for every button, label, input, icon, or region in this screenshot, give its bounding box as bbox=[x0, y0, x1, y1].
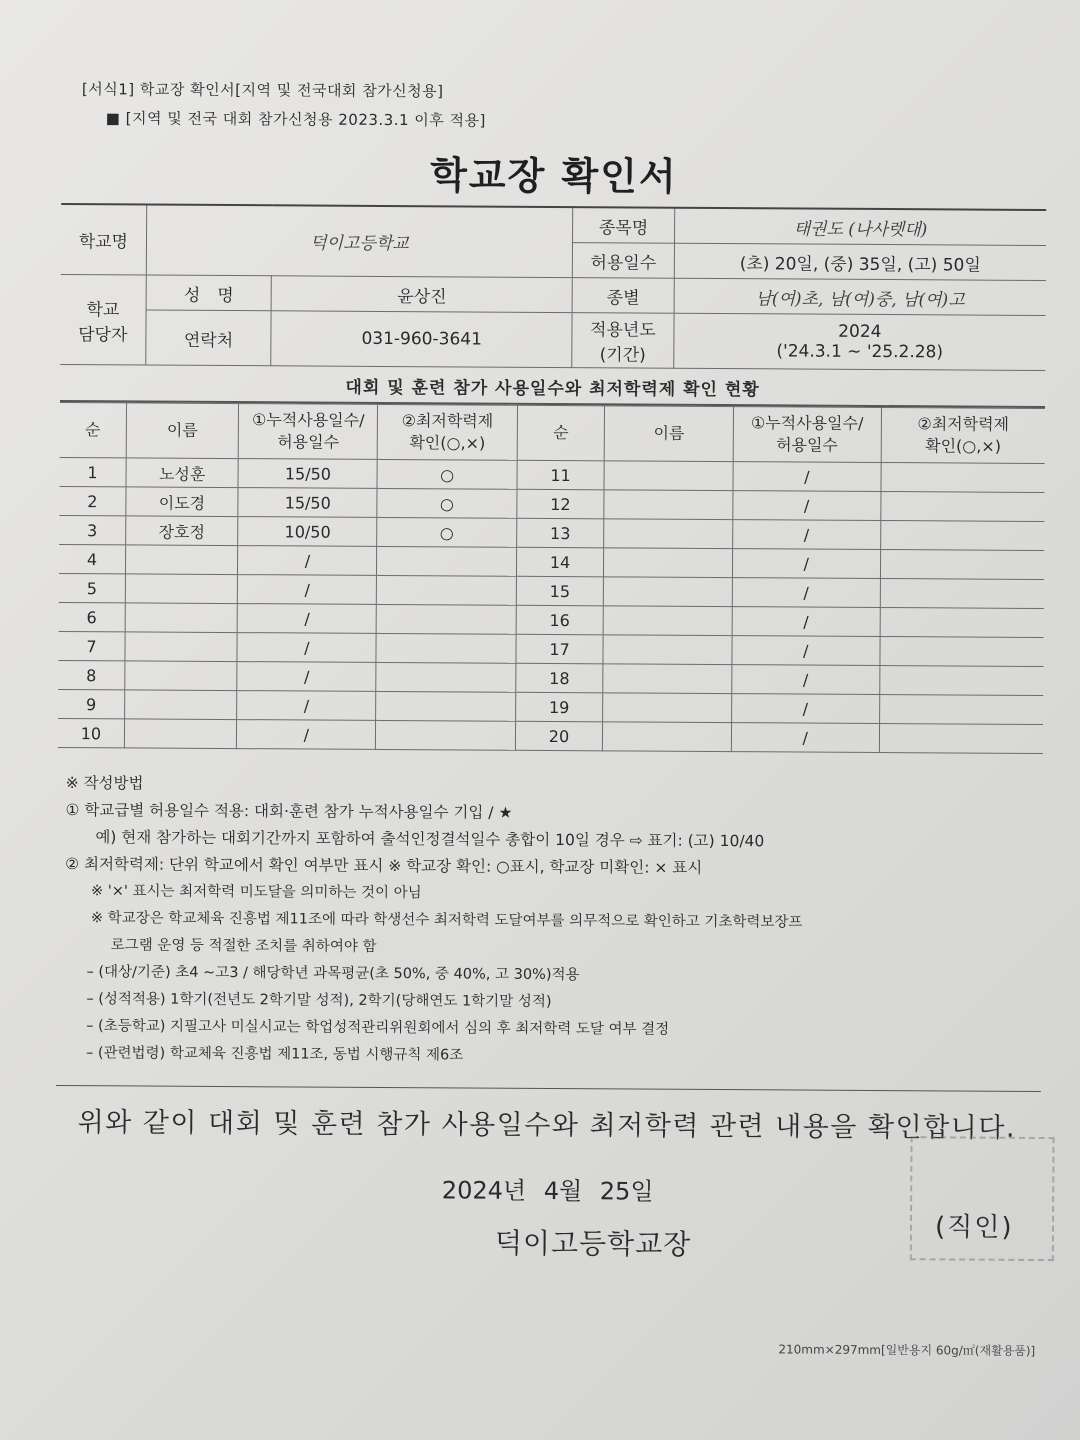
row-check-2 bbox=[879, 724, 1043, 754]
row-no: 4 bbox=[59, 544, 126, 573]
row-check: ○ bbox=[377, 488, 516, 518]
gender-label: 종별 bbox=[572, 278, 674, 314]
row-check bbox=[376, 720, 515, 750]
row-name-2 bbox=[604, 577, 733, 607]
note-2-b: ※ 학교장은 학교체육 진흥법 제11조에 따라 학생선수 최저학력 도달여부를 의무적으로 확인하고 기초학력보장프 bbox=[90, 910, 803, 931]
status-section-title: 대회 및 훈련 참가 사용일수와 최저학력제 확인 현황 bbox=[60, 365, 1045, 408]
row-days: / bbox=[238, 575, 377, 605]
row-no: 2 bbox=[59, 486, 126, 515]
row-check-2 bbox=[880, 521, 1044, 551]
row-no-2: 12 bbox=[516, 489, 604, 519]
row-check-2 bbox=[880, 492, 1044, 522]
row-no: 8 bbox=[58, 660, 125, 689]
row-check-2 bbox=[880, 608, 1044, 638]
row-check bbox=[377, 575, 516, 605]
row-no-2: 14 bbox=[516, 547, 604, 577]
info-table bbox=[60, 203, 1046, 371]
name-value: 윤상진 bbox=[272, 276, 573, 313]
row-days-2: / bbox=[732, 578, 880, 608]
col-days: ①누적사용일수/ 허용일수 bbox=[238, 404, 378, 460]
form-sub-line: ■ [지역 및 전국 대회 참가신청용 2023.3.1 이후 적용] bbox=[105, 109, 486, 130]
row-days-2: / bbox=[732, 549, 880, 579]
paper-spec: 210mm×297mm[일반용지 60g/㎡(재활용품)] bbox=[778, 1342, 1036, 1358]
form-code-line: [서식1] 학교장 확인서[지역 및 전국대회 참가신청용] bbox=[81, 80, 444, 101]
row-check: ○ bbox=[377, 517, 516, 547]
row-name-2 bbox=[603, 693, 732, 723]
row-name bbox=[124, 690, 237, 720]
row-days: 15/50 bbox=[238, 488, 377, 518]
row-name-2 bbox=[603, 635, 732, 665]
row-check bbox=[377, 604, 516, 634]
row-days: 10/50 bbox=[238, 517, 377, 547]
note-2-b-cont: 로그램 운영 등 적절한 조치를 취하여야 함 bbox=[110, 937, 377, 955]
row-no-2: 16 bbox=[516, 605, 604, 635]
row-name-2 bbox=[604, 490, 733, 520]
row-days-2: / bbox=[732, 636, 880, 666]
detail-3: – (초등학교) 지필고사 미실시교는 학업성적관리위원회에서 심의 후 최저학력 도달 여부 결정 bbox=[86, 1018, 670, 1038]
event-value: 태권도 (나사렛대) bbox=[674, 208, 1046, 246]
detail-1: – (대상/기준) 초4 ~고3 / 해당학년 과목평균(초 50%, 중 40%, 고 30%)적용 bbox=[86, 964, 580, 984]
row-days: / bbox=[237, 720, 376, 750]
row-check bbox=[376, 662, 515, 692]
row-days: / bbox=[237, 604, 376, 634]
row-no: 6 bbox=[59, 602, 126, 631]
col-no: 순 bbox=[60, 402, 127, 457]
row-name bbox=[125, 661, 238, 691]
row-name bbox=[124, 719, 237, 749]
days-value: (초) 20일, (중) 35일, (고) 50일 bbox=[674, 243, 1046, 280]
row-days: 15/50 bbox=[238, 459, 377, 489]
col-check-2: ②최저학력제 확인(○,×) bbox=[881, 408, 1045, 464]
row-days-2: / bbox=[732, 665, 880, 695]
row-name-2 bbox=[604, 461, 733, 491]
row-days: / bbox=[237, 662, 376, 692]
row-no: 3 bbox=[59, 515, 126, 544]
days-label: 허용일수 bbox=[572, 243, 674, 279]
row-no: 5 bbox=[59, 573, 126, 602]
detail-2: – (성적적용) 1학기(전년도 2학기말 성적), 2학기(당해연도 1학기말 성적) bbox=[86, 991, 552, 1011]
row-check-2 bbox=[881, 463, 1045, 493]
row-name-2 bbox=[604, 548, 733, 578]
row-no-2: 13 bbox=[516, 518, 604, 548]
row-no: 7 bbox=[58, 631, 125, 660]
contact-value: 031-960-3641 bbox=[271, 311, 572, 368]
instructions bbox=[64, 770, 1043, 1073]
row-check bbox=[376, 633, 515, 663]
row-no-2: 17 bbox=[516, 634, 604, 664]
row-check: ○ bbox=[377, 459, 516, 489]
note-2-a: ※ '×' 표시는 최저학력 미도달을 의미하는 것이 아님 bbox=[90, 883, 422, 902]
col-name: 이름 bbox=[126, 403, 239, 459]
row-name-2 bbox=[603, 722, 732, 752]
col-days-2: ①누적사용일수/ 허용일수 bbox=[733, 407, 881, 463]
row-no-2: 20 bbox=[515, 721, 603, 751]
row-days-2: / bbox=[733, 520, 881, 550]
row-name-2 bbox=[604, 606, 733, 636]
table-row bbox=[58, 718, 1043, 753]
principal-name: 덕이고등학교장 bbox=[494, 1226, 692, 1261]
event-label: 종목명 bbox=[573, 207, 675, 243]
year-label: 적용년도 (기간) bbox=[572, 313, 674, 369]
contact-label: 연락처 bbox=[146, 310, 272, 366]
row-name: 장호정 bbox=[126, 516, 239, 546]
row-days-2: / bbox=[731, 723, 879, 753]
row-name bbox=[125, 545, 238, 575]
row-days-2: / bbox=[733, 491, 881, 521]
row-name bbox=[125, 603, 238, 633]
notes-heading: ※ 작성방법 bbox=[65, 774, 144, 793]
note-2: ② 최저학력제: 단위 학교에서 확인 여부만 표시 ※ 학교장 확인: ○표시, 학교장 미확인: × 표시 bbox=[65, 855, 703, 877]
note-1-example: 예) 현재 참가하는 대회기간까지 포함하여 출석인정결석일수 총합이 10일 경우 ⇨ 표기: (고) 10/40 bbox=[95, 828, 765, 851]
row-no: 9 bbox=[58, 689, 125, 718]
document-title: 학교장 확인서 bbox=[430, 153, 678, 199]
confirmation-statement: 위와 같이 대회 및 훈련 참가 사용일수와 최저학력 관련 내용을 확인합니다. bbox=[77, 1107, 1017, 1144]
row-check-2 bbox=[879, 695, 1043, 725]
row-check-2 bbox=[880, 550, 1044, 580]
col-check: ②최저학력제 확인(○,×) bbox=[378, 404, 518, 460]
school-value: 덕이고등학교 bbox=[146, 205, 573, 278]
seal-label: (직인) bbox=[934, 1212, 1014, 1243]
name-label: 성 명 bbox=[146, 275, 272, 311]
row-name-2 bbox=[604, 519, 733, 549]
row-check bbox=[376, 691, 515, 721]
table-header-row bbox=[60, 402, 1045, 463]
col-name-2: 이름 bbox=[605, 406, 734, 462]
divider bbox=[56, 1085, 1041, 1092]
row-name bbox=[125, 632, 238, 662]
row-days-2: / bbox=[732, 607, 880, 637]
row-name bbox=[125, 574, 238, 604]
row-check-2 bbox=[880, 579, 1044, 609]
row-days-2: / bbox=[731, 694, 879, 724]
row-no: 10 bbox=[58, 718, 125, 747]
issue-date: 2024년 4월 25일 bbox=[441, 1176, 654, 1206]
row-check-2 bbox=[879, 666, 1043, 696]
row-days: / bbox=[237, 633, 376, 663]
row-name-2 bbox=[603, 664, 732, 694]
gender-value: 남(여)초, 남(여)중, 남(여)고 bbox=[674, 278, 1046, 315]
row-no-2: 18 bbox=[515, 663, 603, 693]
signature-row bbox=[55, 1209, 1040, 1275]
detail-4: – (관련법령) 학교체육 진흥법 제11조, 동법 시행규칙 제6조 bbox=[85, 1045, 464, 1064]
row-name: 노성훈 bbox=[126, 458, 239, 488]
row-days-2: / bbox=[733, 462, 881, 492]
participants-table bbox=[58, 402, 1045, 754]
note-1: ① 학교급별 허용일수 적용: 대회·훈련 참가 누적사용일수 기입 / ★ bbox=[65, 801, 513, 822]
school-label: 학교명 bbox=[61, 204, 147, 275]
col-no-2: 순 bbox=[517, 405, 605, 461]
row-no-2: 19 bbox=[515, 692, 603, 722]
row-check bbox=[377, 546, 516, 576]
row-check-2 bbox=[880, 637, 1044, 667]
year-value: 2024 ('24.3.1 ~ '25.2.28) bbox=[674, 313, 1046, 370]
row-name: 이도경 bbox=[126, 487, 239, 517]
row-no: 1 bbox=[60, 457, 127, 486]
row-days: / bbox=[237, 691, 376, 721]
row-no-2: 11 bbox=[517, 460, 605, 490]
manager-label: 학교 담당자 bbox=[60, 274, 146, 365]
confirmation-form bbox=[54, 78, 1047, 1359]
row-no-2: 15 bbox=[516, 576, 604, 606]
row-days: / bbox=[238, 546, 377, 576]
